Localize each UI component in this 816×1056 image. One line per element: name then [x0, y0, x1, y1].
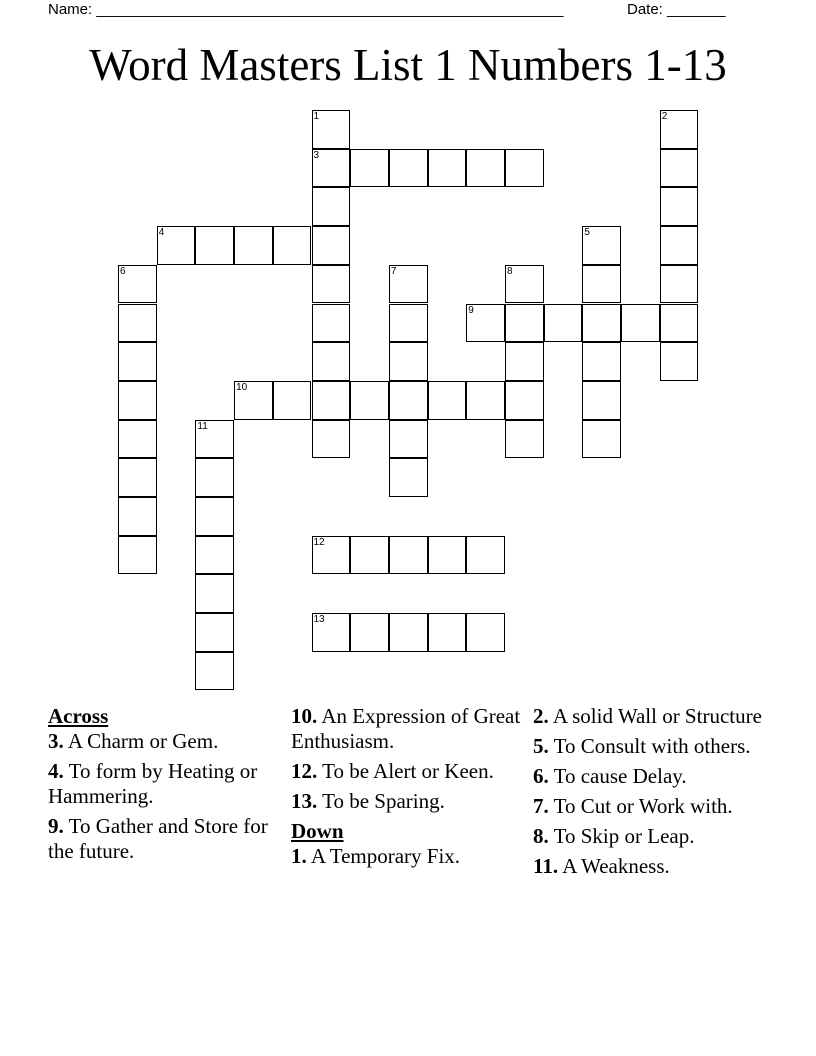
clue-number: 10.: [291, 704, 318, 728]
grid-cell[interactable]: [118, 342, 157, 381]
grid-cell[interactable]: [660, 187, 699, 226]
grid-cell[interactable]: [195, 497, 234, 536]
cell-number: 4: [158, 227, 165, 239]
grid-cell[interactable]: [660, 226, 699, 265]
clue-text: To Consult with others.: [553, 734, 751, 758]
grid-cell[interactable]: [312, 304, 351, 343]
clue-number: 11.: [533, 854, 559, 878]
grid-cell[interactable]: [195, 613, 234, 652]
clue-text: To be Sparing.: [322, 789, 445, 813]
grid-cell[interactable]: [466, 536, 505, 575]
grid-cell[interactable]: [312, 149, 351, 188]
grid-cell[interactable]: [312, 187, 351, 226]
clue-number: 13.: [291, 789, 318, 813]
clue-across-3: [48, 729, 278, 754]
grid-cell[interactable]: [118, 265, 157, 304]
clue-number: 3.: [48, 729, 64, 753]
grid-cell[interactable]: [505, 265, 544, 304]
grid-cell[interactable]: [389, 420, 428, 459]
clue-down-8: [533, 824, 763, 849]
grid-cell[interactable]: [428, 536, 467, 575]
grid-cell[interactable]: [195, 574, 234, 613]
clue-text: To be Alert or Keen.: [322, 759, 494, 783]
across-heading: Across: [48, 704, 109, 728]
cell-number: 11: [197, 420, 208, 432]
grid-cell[interactable]: [312, 226, 351, 265]
grid-cell[interactable]: [428, 149, 467, 188]
grid-cell[interactable]: [389, 304, 428, 343]
page-title: Word Masters List 1 Numbers 1-13: [89, 40, 727, 90]
grid-cell[interactable]: [273, 226, 312, 265]
clue-text: To Gather and Store for the future.: [48, 814, 268, 863]
grid-cell[interactable]: [660, 265, 699, 304]
cell-number: 10: [236, 381, 248, 393]
grid-cell[interactable]: [389, 265, 428, 304]
grid-cell[interactable]: [118, 420, 157, 459]
grid-cell[interactable]: [195, 458, 234, 497]
cell-number: 12: [313, 536, 325, 548]
clue-down-2: [533, 704, 763, 729]
clue-down-11: [533, 854, 763, 879]
cell-number: 9: [468, 304, 474, 316]
grid-cell[interactable]: [505, 420, 544, 459]
grid-cell[interactable]: [350, 149, 389, 188]
grid-cell[interactable]: [273, 381, 312, 420]
cell-number: 13: [313, 614, 325, 626]
date-field: Date: _______: [627, 1, 726, 18]
grid-cell[interactable]: [505, 149, 544, 188]
grid-cell[interactable]: [234, 226, 273, 265]
cell-number: 6: [120, 265, 126, 277]
clue-column-2: [291, 704, 521, 874]
grid-cell[interactable]: [389, 458, 428, 497]
grid-cell[interactable]: [312, 420, 351, 459]
cell-number: 8: [507, 265, 513, 277]
clue-text: To form by Heating or Hammering.: [48, 759, 258, 808]
clue-number: 5.: [533, 734, 549, 758]
clue-number: 9.: [48, 814, 64, 838]
grid-cell[interactable]: [118, 497, 157, 536]
grid-cell[interactable]: [660, 149, 699, 188]
grid-cell[interactable]: [234, 381, 273, 420]
grid-cell[interactable]: [466, 381, 505, 420]
grid-cell[interactable]: [389, 149, 428, 188]
grid-cell[interactable]: [389, 613, 428, 652]
grid-cell[interactable]: [621, 304, 660, 343]
grid-cell[interactable]: [312, 265, 351, 304]
grid-cell[interactable]: [660, 342, 699, 381]
clue-down-5: [533, 734, 763, 759]
grid-cell[interactable]: [195, 536, 234, 575]
clue-number: 7.: [533, 794, 549, 818]
grid-cell[interactable]: [312, 381, 351, 420]
grid-cell[interactable]: [195, 420, 234, 459]
clue-across-13: [291, 789, 521, 814]
grid-cell[interactable]: [195, 226, 234, 265]
grid-cell[interactable]: [157, 226, 196, 265]
clue-text: To cause Delay.: [553, 764, 687, 788]
clue-down-1: [291, 844, 521, 869]
clue-text: A solid Wall or Structure: [552, 704, 762, 728]
grid-cell[interactable]: [389, 536, 428, 575]
grid-cell[interactable]: [660, 110, 699, 149]
grid-cell[interactable]: [312, 613, 351, 652]
grid-cell[interactable]: [505, 342, 544, 381]
grid-cell[interactable]: [466, 149, 505, 188]
clue-across-4: [48, 759, 278, 809]
grid-cell[interactable]: [428, 381, 467, 420]
grid-cell[interactable]: [466, 613, 505, 652]
clue-number: 1.: [291, 844, 307, 868]
name-field: Name: ________________________________________________________: [48, 1, 564, 18]
grid-cell[interactable]: [505, 381, 544, 420]
clue-across-12: [291, 759, 521, 784]
cell-number: 7: [390, 265, 397, 277]
cell-number: 1: [313, 111, 320, 122]
grid-cell[interactable]: [312, 536, 351, 575]
cell-number: 3: [313, 149, 320, 161]
grid-cell[interactable]: [582, 381, 621, 420]
clue-down-7: [533, 794, 763, 819]
clue-across-10: [291, 704, 521, 754]
clue-across-9: [48, 814, 278, 864]
grid-cell[interactable]: [660, 304, 699, 343]
grid-cell[interactable]: [505, 304, 544, 343]
grid-cell[interactable]: [350, 381, 389, 420]
grid-cell[interactable]: [118, 304, 157, 343]
clue-text: A Weakness.: [562, 854, 670, 878]
grid-cell[interactable]: [118, 536, 157, 575]
down-heading: Down: [291, 819, 344, 843]
clue-text: A Charm or Gem.: [67, 729, 219, 753]
grid-cell[interactable]: [466, 304, 505, 343]
grid-cell[interactable]: [118, 458, 157, 497]
grid-cell[interactable]: [389, 381, 428, 420]
cell-number: 2: [661, 111, 668, 122]
grid-cell[interactable]: [350, 536, 389, 575]
clue-text: A Temporary Fix.: [310, 844, 461, 868]
grid-cell[interactable]: [195, 652, 234, 691]
grid-cell[interactable]: [582, 420, 621, 459]
clue-column-1: [48, 704, 278, 869]
grid-cell[interactable]: [582, 265, 621, 304]
clue-column-3: [533, 704, 763, 884]
grid-cell[interactable]: [428, 613, 467, 652]
grid-cell[interactable]: [582, 304, 621, 343]
grid-cell[interactable]: [582, 342, 621, 381]
clue-number: 6.: [533, 764, 549, 788]
grid-cell[interactable]: [350, 613, 389, 652]
cell-number: 5: [584, 227, 590, 239]
grid-cell[interactable]: [544, 304, 583, 343]
clue-number: 8.: [533, 824, 549, 848]
clue-text: An Expression of Great Enthusiasm.: [291, 704, 521, 753]
clue-number: 2.: [533, 704, 549, 728]
grid-cell[interactable]: [389, 342, 428, 381]
clue-down-6: [533, 764, 763, 789]
grid-cell[interactable]: [118, 381, 157, 420]
clue-text: To Cut or Work with.: [553, 794, 733, 818]
grid-cell[interactable]: [582, 226, 621, 265]
grid-cell[interactable]: [312, 110, 351, 149]
grid-cell[interactable]: [312, 342, 351, 381]
clue-number: 4.: [48, 759, 64, 783]
clue-text: To Skip or Leap.: [553, 824, 695, 848]
clue-number: 12.: [291, 759, 318, 783]
